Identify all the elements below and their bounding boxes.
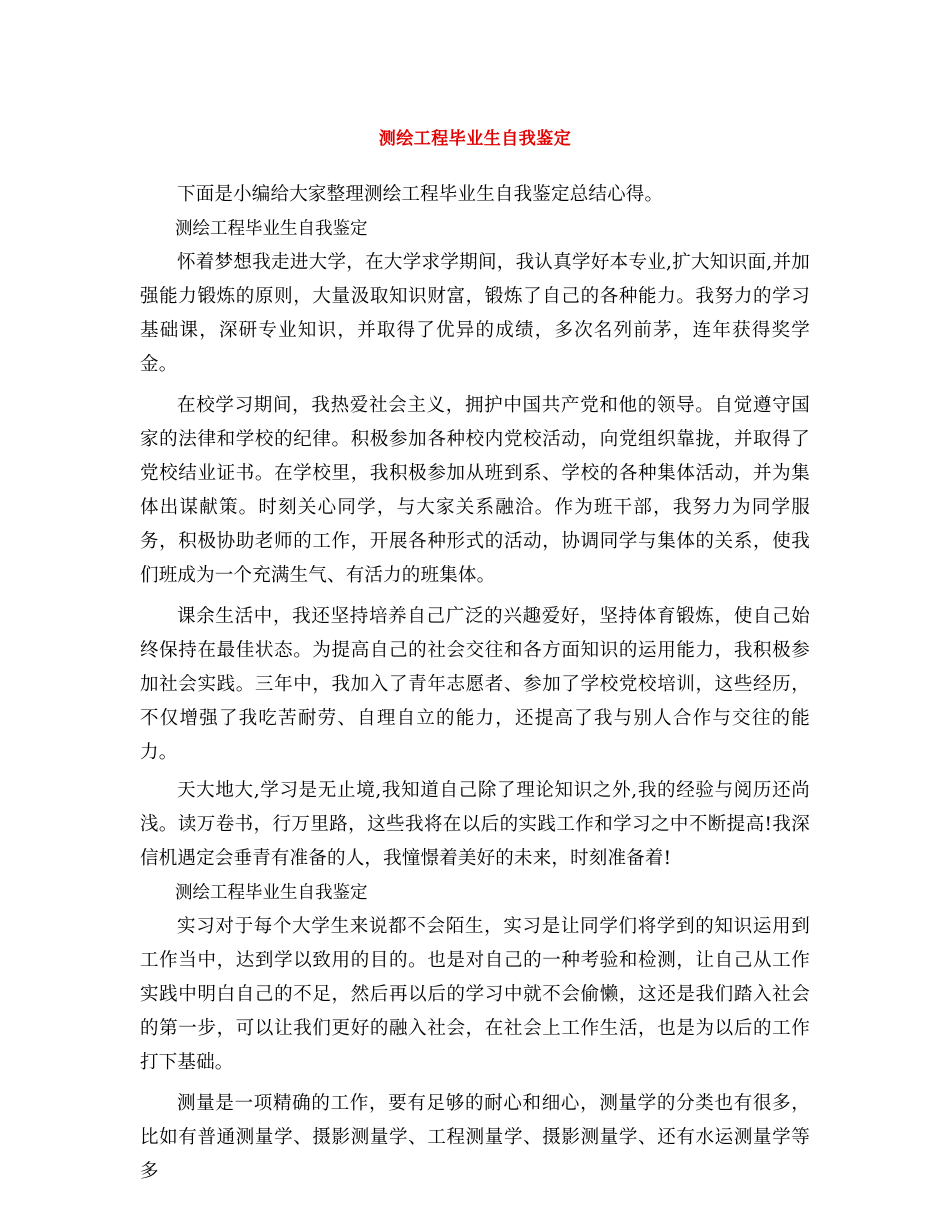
body-paragraph: 天大地大,学习是无止境,我知道自己除了理论知识之外,我的经验与阅历还尚浅。读万卷书，行万里路，这些我将在以后的实践工作和学习之中不断提高!我深信机遇定会垂青有准备的人，我憧憬着美好的未来，时刻准备着! (140, 780, 810, 869)
body-paragraph: 课余生活中，我还坚持培养自己广泛的兴趣爱好，坚持体育锻炼，使自己始终保持在最佳状态。为提高自己的社会交往和各方面知识的运用能力，我积极参加社会实践。三年中，我加入了青年志愿者、参加了学校党校培训，这些经历，不仅增强了我吃苦耐劳、自理自立的能力，还提高了我与别人合作与交往的能力。 (140, 606, 810, 763)
body-paragraph: 在校学习期间，我热爱社会主义，拥护中国共产党和他的领导。自觉遵守国家的法律和学校的纪律。积极参加各种校内党校活动，向党组织靠拢，并取得了党校结业证书。在学校里，我积极参加从班到系、学校的各种集体活动，并为集体出谋献策。时刻关心同学，与大家关系融洽。作为班干部，我努力为同学服务，积极协助老师的工作，开展各种形式的活动，协调同学与集体的关系，使我们班成为一个充满生气、有活力的班集体。 (140, 395, 810, 586)
section-heading-1: 测绘工程毕业生自我鉴定 (175, 219, 368, 239)
document-title: 测绘工程毕业生自我鉴定 (378, 129, 572, 149)
intro-paragraph: 下面是小编给大家整理测绘工程毕业生自我鉴定总结心得。 (177, 184, 664, 205)
document-body (140, 178, 810, 1189)
body-paragraph: 怀着梦想我走进大学，在大学求学期间，我认真学好本专业,扩大知识面,并加强能力锻炼的原则，大量汲取知识财富，锻炼了自己的各种能力。我努力的学习基础课，深研专业知识，并取得了优异的成绩，多次名列前茅，连年获得奖学金。 (140, 252, 810, 375)
body-paragraph: 实习对于每个大学生来说都不会陌生，实习是让同学们将学到的知识运用到工作当中，达到学以致用的目的。也是对自己的一种考验和检测，让自己从工作实践中明白自己的不足，然后再以后的学习中就不会偷懒，这还是我们踏入社会的第一步，可以让我们更好的融入社会，在社会上工作生活，也是为以后的工作打下基础。 (140, 916, 810, 1073)
section-heading-2: 测绘工程毕业生自我鉴定 (175, 883, 368, 903)
body-paragraph: 测量是一项精确的工作，要有足够的耐心和细心，测量学的分类也有很多，比如有普通测量学、摄影测量学、工程测量学、摄影测量学、还有水运测量学等多 (140, 1093, 810, 1182)
